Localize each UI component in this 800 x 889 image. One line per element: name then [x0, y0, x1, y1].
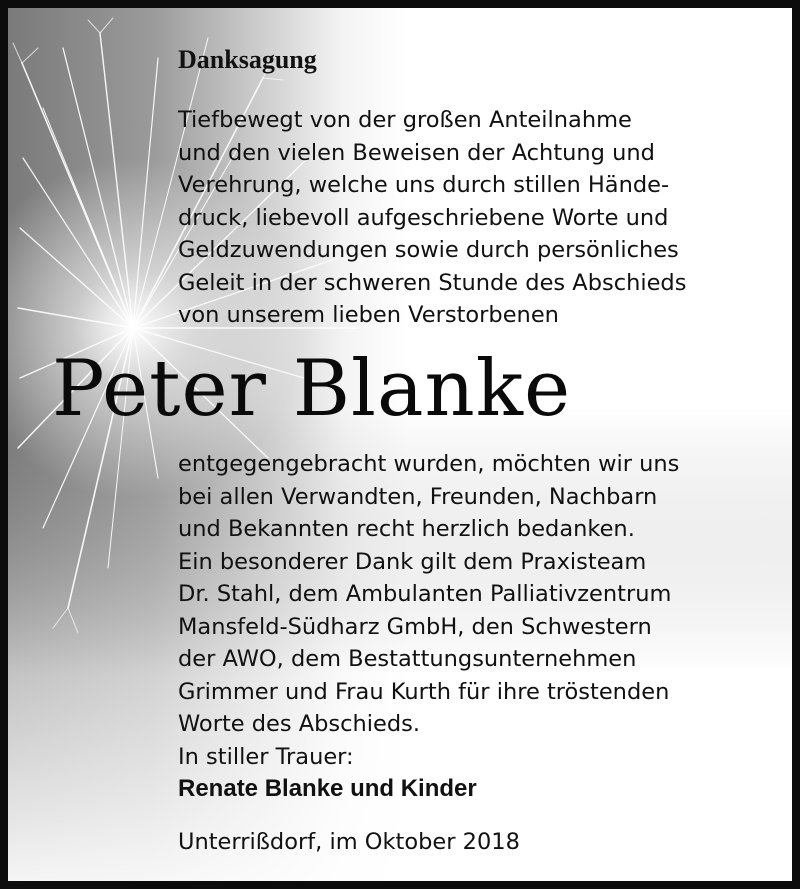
intro-line: Geldzuwendungen sowie durch persönliches	[178, 237, 679, 263]
body-line: der AWO, dem Bestattungsunternehmen	[178, 646, 637, 672]
intro-line: Tiefbewegt von der großen Anteilnahme	[178, 107, 632, 133]
body-line: entgegengebracht wurden, möchten wir uns	[178, 451, 680, 477]
thanks-paragraph	[178, 448, 679, 741]
notice-content	[8, 8, 800, 889]
body-line: Ein besonderer Dank gilt dem Praxisteam	[178, 548, 647, 575]
intro-line: druck, liebevoll aufgeschriebene Worte und	[178, 204, 669, 231]
place-date: Unterrißdorf, im Oktober 2018	[178, 829, 520, 855]
body-line: Grimmer und Frau Kurth für ihre tröstenden	[178, 678, 670, 705]
intro-line: Verehrung, welche uns durch stillen Hände-	[178, 172, 670, 198]
intro-line: und den vielen Beweisen der Achtung und	[178, 139, 655, 166]
signature: Renate Blanke und Kinder	[178, 775, 477, 802]
intro-paragraph	[178, 104, 686, 332]
intro-line: Geleit in der schweren Stunde des Abschieds	[178, 269, 687, 296]
body-line: und Bekannten recht herzlich bedanken.	[178, 516, 635, 542]
intro-line: von unserem lieben Verstorbenen	[178, 302, 559, 328]
body-line: Mansfeld-Südharz GmbH, den Schwestern	[178, 613, 652, 640]
closing-phrase: In stiller Trauer:	[178, 744, 354, 770]
body-line: Worte des Abschieds.	[178, 711, 421, 737]
deceased-name: Peter Blanke	[52, 344, 572, 434]
notice-heading: Danksagung	[178, 45, 317, 74]
body-line: bei allen Verwandten, Freunden, Nachbarn	[178, 483, 658, 510]
body-line: Dr. Stahl, dem Ambulanten Palliativzentrum	[178, 581, 672, 607]
